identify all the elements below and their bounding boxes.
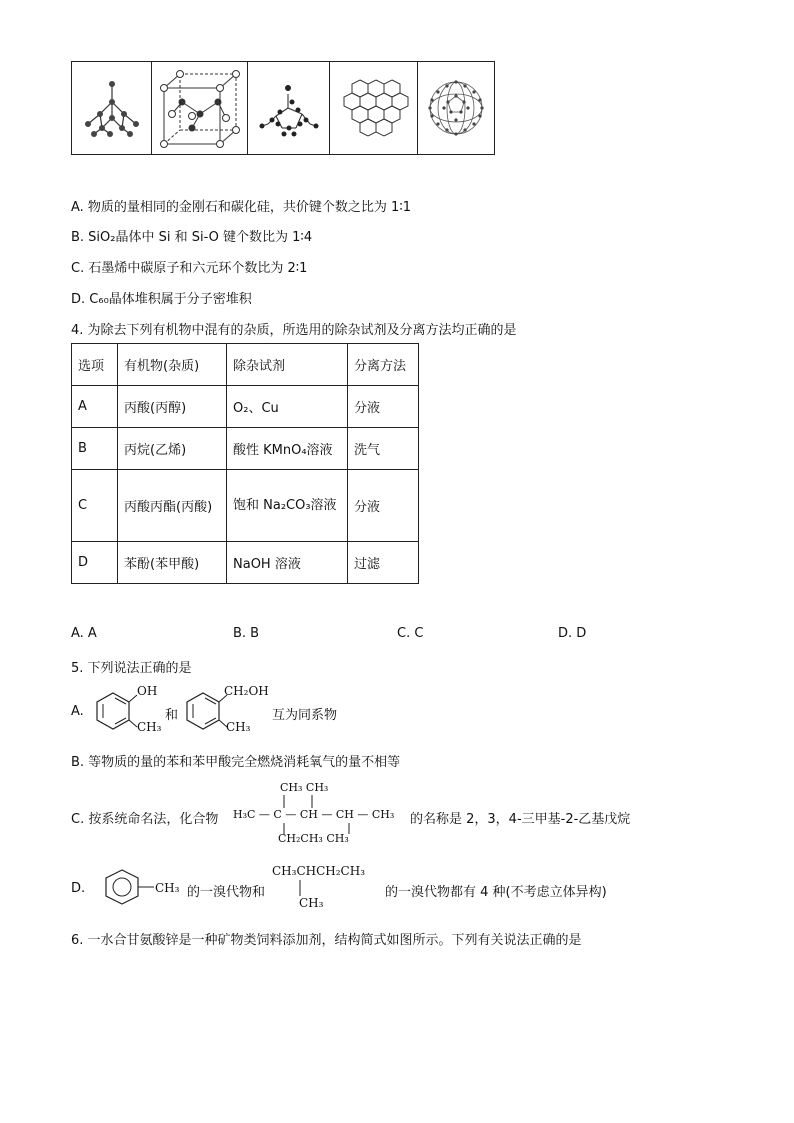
q5-d-bottom: CH₃ bbox=[299, 896, 324, 910]
cell-method: 分液 bbox=[348, 386, 419, 428]
q5-a-tail: 互为同系物 bbox=[272, 708, 338, 723]
q5-c-bottom-groups: CH₂CH₃ CH₃ bbox=[278, 832, 349, 845]
toluene-ring-icon bbox=[102, 868, 154, 906]
cell-reagent: 酸性 KMnO₄溶液 bbox=[227, 428, 348, 470]
q5-a-ch3-left: CH₃ bbox=[137, 720, 162, 734]
methylbenzyl-alcohol-ring-icon bbox=[183, 689, 229, 735]
q5-d-branch-bond bbox=[297, 880, 303, 896]
q5-d-tail: 的一溴代物都有 4 种(不考虑立体异构) bbox=[385, 885, 607, 900]
q3-option-d: D. C₆₀晶体堆积属于分子密堆积 bbox=[71, 292, 252, 307]
sic-unit-cell-image bbox=[152, 62, 248, 154]
cell-organic: 丙酸(丙醇) bbox=[118, 386, 227, 428]
diamond-structure-image bbox=[72, 62, 152, 154]
q3-option-b: B. SiO₂晶体中 Si 和 Si-O 键个数比为 1∶4 bbox=[71, 230, 313, 245]
header-reagent: 除杂试剂 bbox=[227, 344, 348, 386]
q5-c-upper-bonds bbox=[280, 795, 340, 809]
q5-option-b: B. 等物质的量的苯和苯甲酸完全燃烧消耗氧气的量不相等 bbox=[71, 755, 401, 770]
cell-organic: 苯酚(苯甲酸) bbox=[118, 542, 227, 584]
q5-d-top: CH₃CHCH₂CH₃ bbox=[272, 864, 366, 878]
crystal-structures-figure bbox=[71, 61, 495, 155]
q4-stem: 4. 为除去下列有机物中混有的杂质，所选用的除杂试剂及分离方法均正确的是 bbox=[71, 323, 517, 338]
cell-reagent: O₂、Cu bbox=[227, 386, 348, 428]
cell-option: B bbox=[72, 428, 118, 470]
cell-option: D bbox=[72, 542, 118, 584]
cell-reagent: 饱和 Na₂CO₃溶液 bbox=[227, 470, 348, 542]
table-row bbox=[72, 470, 419, 542]
q5-d-mid: 的一溴代物和 bbox=[187, 885, 266, 900]
table-row bbox=[72, 386, 419, 428]
header-organic: 有机物(杂质) bbox=[118, 344, 227, 386]
q5-c-main-chain: H₃C — C — CH — CH — CH₃ bbox=[233, 808, 395, 821]
q5-c-top-groups: CH₃ CH₃ bbox=[280, 781, 329, 794]
q5-a-and: 和 bbox=[165, 708, 179, 723]
q4-choice-a: A. A bbox=[71, 626, 97, 641]
sio2-structure-image bbox=[248, 62, 330, 154]
q6-stem: 6. 一水合甘氨酸锌是一种矿物类饲料添加剂，结构简式如图所示。下列有关说法正确的是 bbox=[71, 933, 582, 948]
table-header-row bbox=[72, 344, 419, 386]
cell-option: C bbox=[72, 470, 118, 542]
q4-table bbox=[71, 343, 419, 584]
table-row bbox=[72, 542, 419, 584]
header-option: 选项 bbox=[72, 344, 118, 386]
q3-option-c: C. 石墨烯中碳原子和六元环个数比为 2∶1 bbox=[71, 261, 308, 276]
cell-method: 洗气 bbox=[348, 428, 419, 470]
q5-c-tail: 的名称是 2，3，4-三甲基-2-乙基戊烷 bbox=[410, 812, 631, 827]
q5-option-d-label: D. bbox=[71, 881, 86, 896]
cell-reagent: NaOH 溶液 bbox=[227, 542, 348, 584]
c60-structure-image bbox=[418, 62, 494, 154]
q5-a-ch3-right: CH₃ bbox=[226, 720, 251, 734]
q5-a-oh: OH bbox=[137, 684, 158, 698]
q5-d-ch3: CH₃ bbox=[155, 881, 180, 895]
q4-choice-b: B. B bbox=[233, 626, 260, 641]
graphene-structure-image bbox=[330, 62, 418, 154]
cell-organic: 丙烷(乙烯) bbox=[118, 428, 227, 470]
q5-stem: 5. 下列说法正确的是 bbox=[71, 661, 192, 676]
cell-option: A bbox=[72, 386, 118, 428]
q4-choice-c: C. C bbox=[397, 626, 424, 641]
table-row bbox=[72, 428, 419, 470]
q4-choice-d: D. D bbox=[558, 626, 587, 641]
o-cresol-ring-icon bbox=[93, 689, 139, 735]
header-method: 分离方法 bbox=[348, 344, 419, 386]
q5-option-a-label: A. bbox=[71, 704, 84, 719]
cell-method: 分液 bbox=[348, 470, 419, 542]
q5-a-ch2oh: CH₂OH bbox=[224, 684, 269, 698]
cell-method: 过滤 bbox=[348, 542, 419, 584]
q3-option-a: A. 物质的量相同的金刚石和碳化硅，共价键个数之比为 1∶1 bbox=[71, 200, 411, 215]
cell-organic: 丙酸丙酯(丙酸) bbox=[118, 470, 227, 542]
q5-option-c-label: C. 按系统命名法，化合物 bbox=[71, 812, 219, 827]
